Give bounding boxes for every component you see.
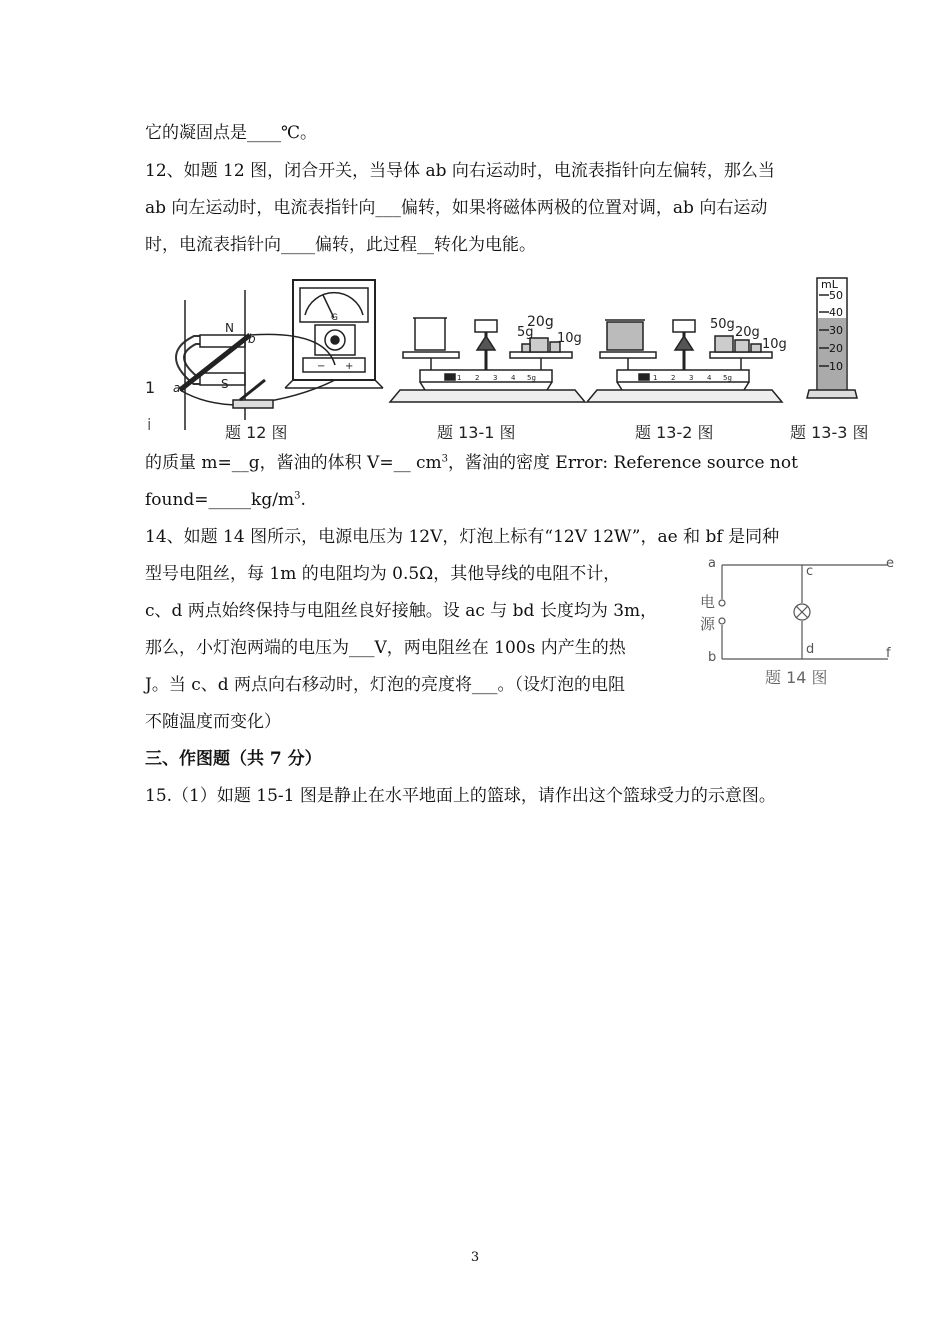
weight-label: 50g	[710, 317, 735, 332]
section-heading: 三、作图题（共 7 分）	[145, 749, 322, 769]
superscript: 3	[294, 490, 301, 502]
figure-13-2-caption: 题 13-2 图	[635, 423, 714, 442]
figure-12	[180, 280, 383, 430]
question-15-line: 15.（1）如题 15-1 图是静止在水平地面上的篮球，请作出这个篮球受力的示意图。	[145, 786, 776, 806]
figure-12-caption: 题 12 图	[225, 423, 288, 442]
superscript: 3	[441, 453, 448, 465]
figure-14	[700, 553, 900, 688]
node-a-label: a	[708, 556, 716, 571]
point-b-label: b	[248, 332, 256, 346]
cylinder-mark: 10	[829, 360, 843, 373]
text-segment: found=_____kg/m	[145, 490, 295, 510]
scale-number: 3	[493, 374, 498, 382]
point-a-label: a	[173, 381, 181, 395]
source-label: 电	[700, 593, 716, 611]
question-14-line: c、d 两点始终保持与电阻丝良好接触。设 ac 与 bd 长度均为 3m，	[145, 601, 658, 621]
cylinder-mark: 20	[829, 342, 843, 355]
scale-number: 5g	[723, 374, 732, 382]
figure-strip	[145, 270, 890, 445]
fragment-text: i	[147, 415, 152, 434]
figure-13-3-caption: 题 13-3 图	[790, 423, 869, 442]
node-f-label: f	[886, 646, 891, 661]
scale-number: 1	[653, 374, 658, 382]
text-segment: .	[300, 490, 306, 510]
scale-number: 5g	[527, 374, 536, 382]
node-d-label: d	[806, 642, 815, 657]
cylinder-mark: 50	[829, 289, 843, 302]
cylinder-unit: mL	[821, 278, 838, 291]
weight-label: 10g	[557, 331, 582, 346]
text-segment: ，酱油的密度 Error: Reference source not	[448, 453, 798, 473]
question-12-line-2: ab 向左运动时，电流表指针向___偏转，如果将磁体两极的位置对调，ab 向右运动	[145, 198, 768, 218]
magnet-s-label: S	[221, 377, 229, 391]
terminal-minus-label: −	[317, 361, 326, 372]
fragment-text: 1	[145, 378, 156, 397]
scale-number: 3	[689, 374, 694, 382]
text-segment: 的质量 m=__g，酱油的体积 V=__ cm	[145, 453, 442, 473]
weight-label: 20g	[527, 314, 554, 330]
node-b-label: b	[708, 650, 717, 665]
cylinder-mark: 40	[829, 306, 843, 319]
scale-number: 4	[511, 374, 516, 382]
scale-number: 2	[671, 374, 676, 382]
scale-number: 2	[475, 374, 480, 382]
scale-number: 1	[457, 374, 462, 382]
galvanometer-g-label: G	[331, 313, 338, 323]
source-label: 源	[700, 615, 716, 633]
question-14-line: 不随温度而变化）	[145, 712, 281, 732]
question-13-line	[145, 489, 306, 511]
question-14-line: J。当 c、d 两点向右移动时，灯泡的亮度将___。（设灯泡的电阻	[145, 675, 626, 695]
figure-strip-drawing	[145, 270, 890, 445]
figure-13-1-caption: 题 13-1 图	[437, 423, 516, 442]
scale-number: 4	[707, 374, 712, 382]
terminal-plus-label: +	[345, 361, 354, 372]
node-c-label: c	[806, 564, 814, 579]
figure-13-1	[390, 318, 585, 402]
question-14-line: 14、如题 14 图所示，电源电压为 12V，灯泡上标有“12V 12W”，ae 和 bf 是同种	[145, 527, 780, 547]
question-12-line-1: 12、如题 12 图，闭合开关，当导体 ab 向右运动时，电流表指针向左偏转，那么当	[145, 161, 775, 181]
weight-label: 5g	[517, 325, 534, 340]
page-number: 3	[470, 1250, 480, 1265]
weight-label: 10g	[762, 337, 787, 352]
question-13-line	[145, 452, 798, 474]
node-e-label: e	[886, 556, 894, 571]
question-12-line-3: 时，电流表指针向____偏转，此过程__转化为电能。	[145, 235, 536, 255]
magnet-n-label: N	[225, 321, 234, 335]
cylinder-mark: 30	[829, 324, 843, 337]
weight-label: 20g	[735, 325, 760, 340]
text-line: 它的凝固点是____℃。	[145, 123, 318, 143]
question-14-line: 型号电阻丝，每 1m 的电阻均为 0.5Ω，其他导线的电阻不计，	[145, 564, 621, 584]
figure-14-caption: 题 14 图	[765, 668, 828, 687]
question-14-line: 那么，小灯泡两端的电压为___V，两电阻丝在 100s 内产生的热	[145, 638, 626, 658]
